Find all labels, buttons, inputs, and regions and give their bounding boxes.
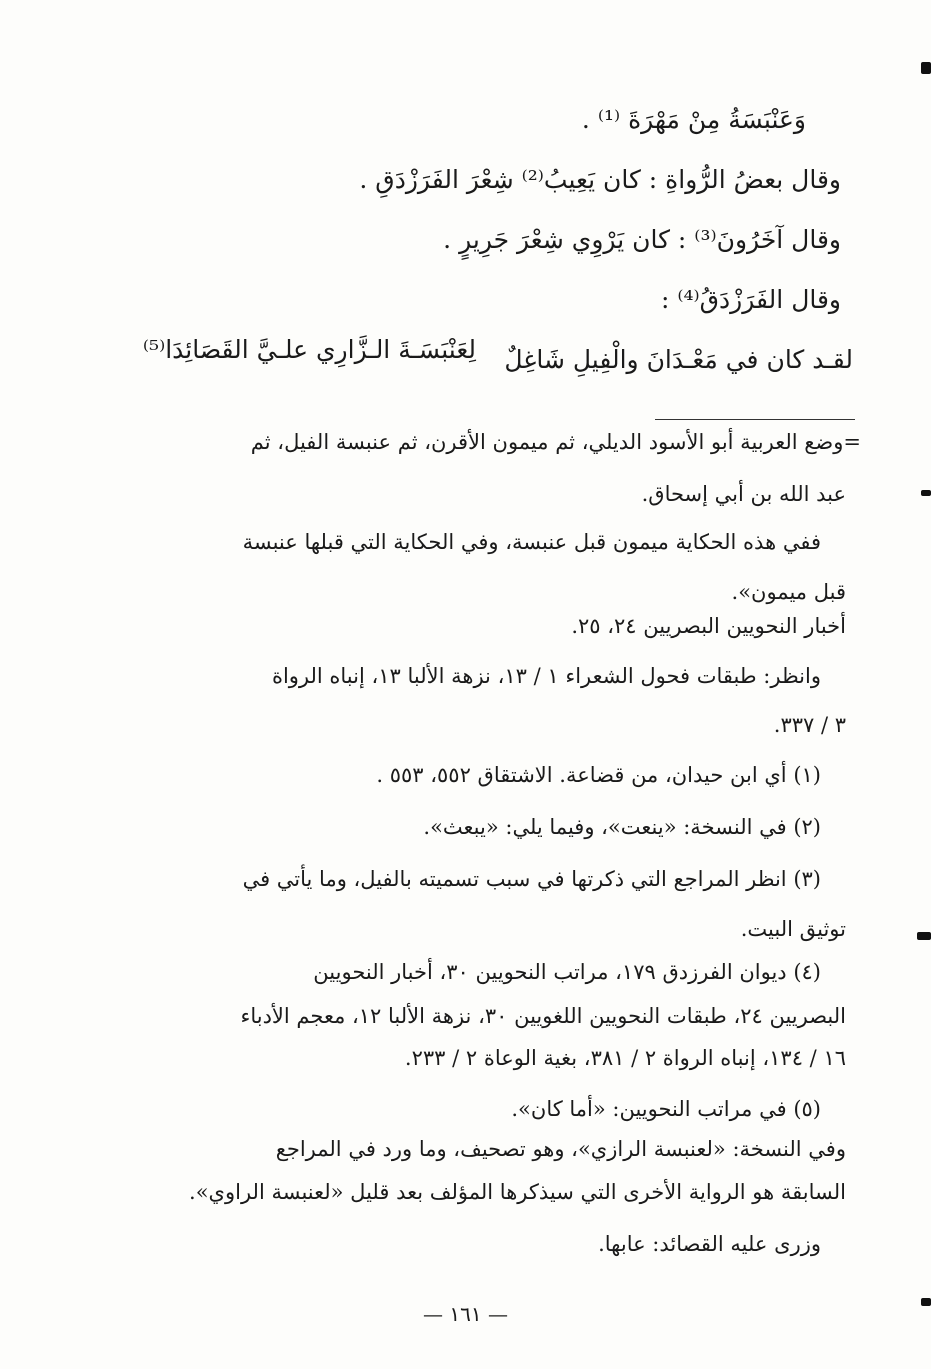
page-number: — ١٦١ — bbox=[423, 1302, 508, 1326]
footnote-4: (٤) ديوان الفرزدق ١٧٩، مراتب النحويين ٣٠، أخبار النحويين bbox=[313, 960, 821, 984]
footnote-continuation-line: ففي هذه الحكاية ميمون قبل عنبسة، وفي الحكاية التي قبلها عنبسة bbox=[242, 530, 821, 554]
footnote-continuation-line: قبل ميمون». bbox=[731, 580, 846, 604]
main-text-line-2: وقال بعضُ الرُّواةِ : كان يَعِيبُ⁽²⁾ شِعْرَ الفَرَزْدَقِ . bbox=[359, 165, 841, 194]
footnote-5-cont: وفي النسخة: «لعنبسة الرازي»، وهو تصحيف، وما ورد في المراجع bbox=[275, 1137, 846, 1161]
footnote-5-cont: السابقة هو الرواية الأخرى التي سيذكرها المؤلف بعد قليل «لعنبسة الراوي». bbox=[189, 1180, 846, 1204]
footnote-continuation-line: ٣ / ٣٣٧. bbox=[773, 713, 846, 737]
margin-mark bbox=[921, 1298, 931, 1306]
footnote-4-cont: البصريين ٢٤، طبقات النحويين اللغويين ٣٠، نزهة الألبا ١٢، معجم الأدباء bbox=[240, 1004, 846, 1028]
margin-mark bbox=[917, 932, 931, 940]
margin-mark bbox=[921, 490, 931, 496]
footnote-continuation-line: أخبار النحويين البصريين ٢٤، ٢٥. bbox=[571, 614, 846, 638]
main-text-line-4: وقال الفَرَزْدَقُ⁽⁴⁾ : bbox=[660, 285, 841, 314]
footnote-continuation-line: =وضع العربية أبو الأسود الديلي، ثم ميمون الأقرن، ثم عنبسة الفيل، ثم bbox=[250, 430, 861, 454]
footnote-continuation-line: عبد الله بن أبي إسحاق. bbox=[641, 482, 846, 506]
margin-mark bbox=[921, 62, 931, 74]
main-text-line-3: وقال آخَرُونَ⁽³⁾ : كان يَرْوِي شِعْرَ جَرِيرٍ . bbox=[443, 225, 841, 254]
footnote-5: (٥) في مراتب النحويين: «أما كان». bbox=[511, 1097, 821, 1121]
verse-first-hemistich: لقـد كان في مَعْـدَانَ والْفِيلِ شَاغِلٌ bbox=[504, 345, 853, 374]
footnote-continuation-line: وانظر: طبقات فحول الشعراء ١ / ١٣، نزهة الألبا ١٣، إنباه الرواة bbox=[271, 664, 821, 688]
footnote-1: (١) أي ابن حيدان، من قضاعة. الاشتقاق ٥٥٢، ٥٥٣ . bbox=[376, 763, 821, 787]
footnote-5-cont: وزرى عليه القصائد: عابها. bbox=[598, 1232, 821, 1256]
footnote-3-cont: توثيق البيت. bbox=[740, 917, 846, 941]
footnote-separator bbox=[655, 419, 855, 420]
verse-second-hemistich: لِعَنْبَسَـةَ الـزَّارِي علـيَّ القَصَائِدَا⁽⁵⁾ bbox=[142, 335, 476, 364]
footnote-4-cont: ١٦ / ١٣٤، إنباه الرواة ٢ / ٣٨١، بغية الوعاة ٢ / ٢٣٣. bbox=[404, 1046, 846, 1070]
footnote-3: (٣) انظر المراجع التي ذكرتها في سبب تسميته بالفيل، وما يأتي في bbox=[242, 867, 821, 891]
footnote-2: (٢) في النسخة: «ينعت»، وفيما يلي: «يبعث». bbox=[423, 815, 821, 839]
main-text-line-1: وَعَنْبَسَةُ مِنْ مَهْرَةَ ⁽¹⁾ . bbox=[581, 105, 806, 134]
